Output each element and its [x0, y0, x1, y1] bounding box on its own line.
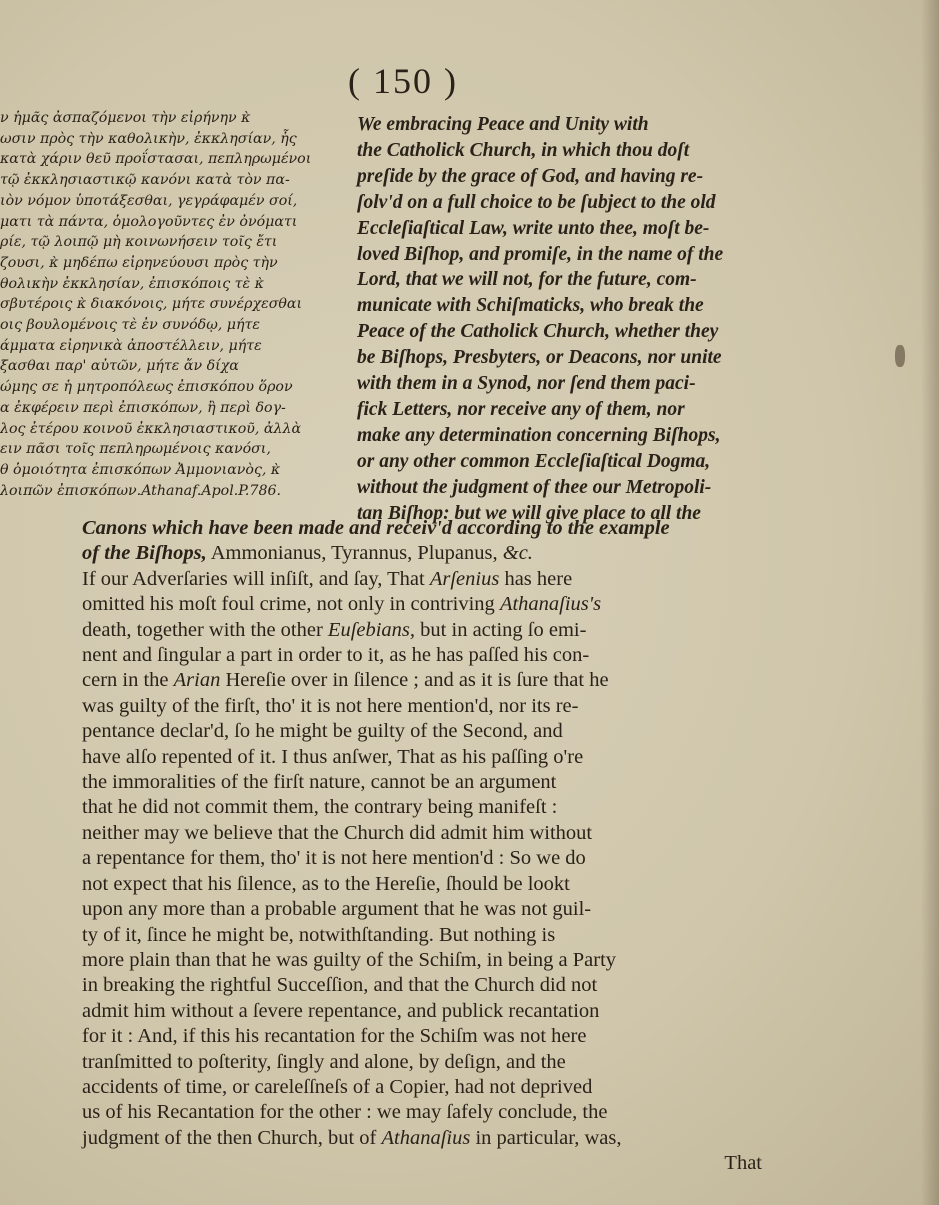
body-line [82, 795, 782, 820]
greek-line: τῷ ἐκκλησιαστικῷ κανόνι κατὰ τὸν πα- [0, 172, 290, 189]
greek-line: κατὰ χάριν θεῦ προΐστασαι, πεπληρωμένοι [0, 151, 312, 168]
body-line-segment: pentance declar'd, ſo he might be guilty of the Second, and [82, 720, 563, 743]
body-line-segment: neither may we believe that the Church did admit him without [82, 821, 593, 844]
body-line-segment: Athanaſius [381, 1126, 471, 1149]
english-line: Lord, that we will not, for the future, com- [357, 269, 697, 291]
english-line: be Biſhops, Presbyters, or Deacons, nor unite [357, 347, 722, 369]
main-body-text [82, 516, 782, 1177]
body-line-segment: upon any more than a probable argument that he was not guil- [82, 898, 592, 921]
greek-line: ξασθαι παρ' αὐτῶν, μήτε ἄν δίχα [0, 358, 239, 375]
english-line: with them in a Synod, nor ſend them paci- [357, 373, 696, 395]
body-line-segment: Arian [173, 669, 221, 692]
canon-line-2-etc: &c. [502, 542, 533, 565]
canon-line-2-italic: of the Biſhops, [82, 542, 207, 565]
body-line [82, 872, 782, 897]
body-line [82, 821, 782, 846]
english-line: municate with Schiſmaticks, who break the [357, 295, 704, 317]
body-line-segment: omitted his moſt foul crime, not only in contriving [82, 593, 500, 616]
body-line-segment: a repentance for them, tho' it is not here mention'd : So we do [82, 847, 586, 870]
body-line-segment: not expect that his ſilence, as to the Hereſie, ſhould be lookt [82, 872, 570, 895]
body-line-segment: in breaking the rightful Succeſſion, and that the Church did not [82, 974, 598, 997]
greek-line: θ ὁμοιότητα ἐπισκόπων Ἀμμονιανὸς, κ̀ [0, 461, 281, 478]
body-line-segment: Euſebians, [327, 618, 416, 641]
body-line-segment: that he did not commit them, the contrary being manifeſt : [82, 796, 558, 819]
english-line: tan Biſhop: but we will give place to all the [357, 502, 701, 524]
greek-line: σβυτέροις κ̀ διακόνοις, μήτε συνέρχεσθαι [0, 296, 303, 313]
english-line: loved Biſhop, and promiſe, in the name of the [357, 243, 724, 265]
english-translation-column [357, 112, 797, 527]
english-line: or any other common Eccleſiaſtical Dogma, [357, 450, 711, 472]
body-line [82, 745, 782, 770]
body-line [82, 719, 782, 744]
body-line-segment: Hereſie over in ſilence ; and as it is ſure that he [220, 669, 609, 692]
body-line-segment: accidents of time, or careleſſneſs of a Copier, had not deprived [82, 1075, 593, 1098]
english-line: Peace of the Catholick Church, whether they [357, 321, 719, 343]
body-line-segment: has here [499, 567, 573, 590]
greek-line: λοιπῶν ἐπισκόπων.Athanaf.Apol.P.786. [0, 482, 282, 499]
body-line [82, 592, 782, 617]
body-line [82, 1024, 782, 1049]
body-line [82, 1075, 782, 1100]
canon-line-1: Canons which have been made and receiv'd according to the example [82, 517, 670, 539]
body-line [82, 897, 782, 922]
body-line-segment: judgment of the then Church, but of [82, 1126, 382, 1149]
body-line [82, 770, 782, 795]
body-line-segment: for it : And, if this his recantation for the Schiſm was not here [82, 1025, 587, 1048]
page-edge-shadow [921, 0, 939, 1205]
body-line-segment: admit him without a ſevere repentance, and publick recantation [82, 999, 600, 1022]
body-line-segment: have alſo repented of it. I thus anſwer, That as his paſſing o're [82, 745, 584, 768]
body-line [82, 948, 782, 973]
body-line-segment: ty of it, ſince he might be, notwithſtanding. But nothing is [82, 923, 556, 946]
body-line-segment: us of his Recantation for the other : we may ſafely conclude, the [82, 1101, 608, 1124]
greek-line: ματι τὰ πάντα, ὁμολογοῦντες ἐν ὀνόματι [0, 213, 298, 230]
canon-line-2 [82, 541, 782, 566]
greek-line: θολικὴν ἐκκλησίαν, ἐπισκόποις τὲ κ̀ [0, 275, 264, 292]
body-line-segment: Arſenius [429, 567, 500, 590]
body-line [82, 1100, 782, 1125]
body-line [82, 973, 782, 998]
greek-line: ν ἡμᾶς ἀσπαζόμενοι τὴν εἰρήνην κ̀ [0, 110, 251, 126]
greek-line: άμματα εἰρηνικὰ ἀποστέλλειν, μήτε [0, 337, 262, 354]
body-line [82, 567, 782, 592]
body-line-segment: Athanaſius's [499, 593, 602, 616]
english-line: without the judgment of thee our Metropoli- [357, 476, 712, 498]
greek-line: ειν πᾶσι τοῖς πεπληρωμένοις κανόσι, [0, 441, 271, 458]
english-line: Eccleſiaſtical Law, write unto thee, moſt be- [357, 217, 710, 239]
greek-line: ώμης σε ἡ μητροπόλεως ἐπισκόπου ὅρον [0, 379, 293, 396]
body-line-segment: death, together with the other [82, 618, 328, 641]
body-line [82, 618, 782, 643]
greek-citation: Athanaf.Apol.P.786. [141, 482, 282, 499]
body-line-segment: the immoralities of the firſt nature, cannot be an argument [82, 771, 557, 794]
english-line: make any determination concerning Biſhops, [357, 424, 721, 446]
greek-line: λος ἑτέρου κοινοῦ ἐκκλησιαστικοῦ, ἀλλὰ [0, 420, 302, 437]
greek-line: ωσιν πρὸς τὴν καθολικὴν, ἐκκλησίαν, ἧς [0, 130, 297, 147]
body-line-segment: more plain than that he was guilty of the Schiſm, in being a Party [82, 948, 617, 971]
english-line: ſolv'd on a full choice to be ſubject to the old [357, 191, 716, 213]
catchword: That [724, 1152, 762, 1175]
body-line [82, 643, 782, 668]
greek-line: ρίε, τῷ λοιπῷ μὴ κοινωνήσειν τοῖς ἔτι [0, 234, 278, 251]
english-line: fick Letters, nor receive any of them, nor [357, 398, 685, 420]
greek-line: οις βουλομένοις τὲ ἐν συνόδῳ, μήτε [0, 317, 260, 334]
body-line [82, 923, 782, 948]
page-number: ( 150 ) [348, 61, 458, 101]
ink-mark [895, 345, 905, 367]
body-line-segment: tranſmitted to poſterity, ſingly and alone, by deſign, and the [82, 1050, 566, 1073]
body-line [82, 1050, 782, 1075]
canon-line-2-names: Ammonianus, Tyrannus, Plupanus, [206, 542, 503, 565]
english-line: preſide by the grace of God, and having re- [357, 165, 704, 187]
body-line [82, 694, 782, 719]
body-line-segment: cern in the [82, 669, 174, 692]
greek-line: α ἐκφέρειν περὶ ἐπισκόπων, ἢ περὶ δογ- [0, 399, 286, 416]
english-line: the Catholick Church, in which thou doſt [357, 139, 690, 161]
body-line-segment: was guilty of the firſt, tho' it is not here mention'd, nor its re- [82, 694, 579, 717]
greek-column [0, 108, 345, 501]
body-line-segment: nent and ſingular a part in order to it, as he has paſſed his con- [82, 644, 590, 667]
english-line: We embracing Peace and Unity with [357, 114, 649, 135]
body-line [82, 846, 782, 871]
body-line [82, 999, 782, 1024]
body-line [82, 1126, 782, 1151]
body-line-segment: in particular, was, [470, 1126, 622, 1149]
body-line [82, 668, 782, 693]
body-line-segment: If our Adverſaries will inſiſt, and ſay, That [82, 567, 430, 590]
greek-line: ιὸν νόμον ὑποτάξεσθαι, γεγράφαμέν σοί, [0, 192, 298, 209]
greek-line: ζουσι, κ̀ μηδέπω εἰρηνεύουσι πρὸς τὴν [0, 254, 278, 271]
body-line-segment: but in acting ſo emi- [415, 618, 587, 641]
